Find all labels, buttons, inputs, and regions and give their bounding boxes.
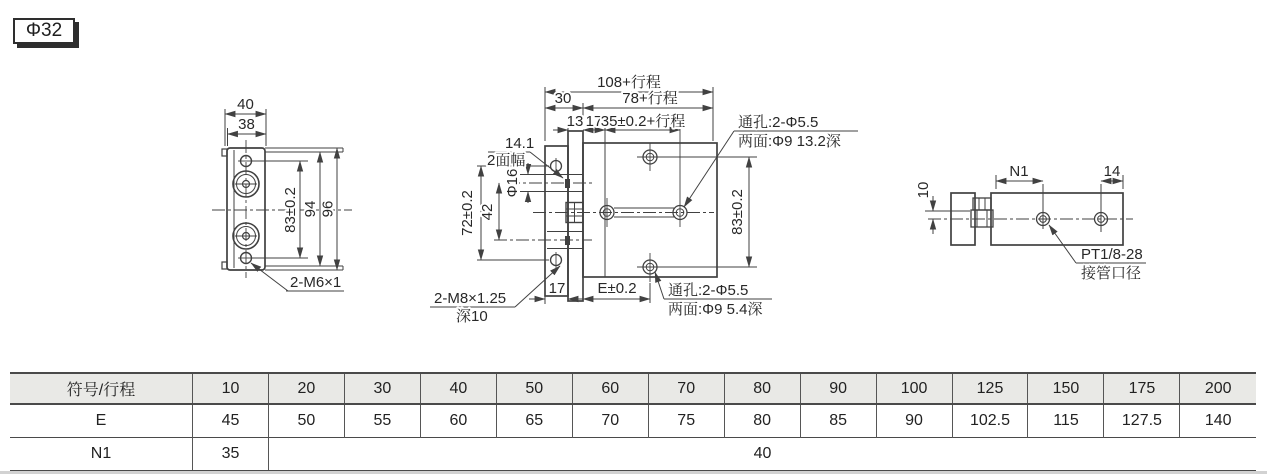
thread-callout-m8: 2-M8×1.25 bbox=[434, 290, 507, 307]
dim-83-body: 83±0.2 bbox=[729, 189, 746, 235]
table-header-cell: 50 bbox=[496, 373, 572, 404]
dim-83: 83±0.2 bbox=[282, 187, 299, 233]
table-cell: 60 bbox=[420, 404, 496, 438]
dim-108-stroke: 108+行程 bbox=[597, 74, 661, 91]
thread-callout-m6: 2-M6×1 bbox=[290, 274, 342, 291]
dim-40: 40 bbox=[237, 96, 254, 113]
table-header-cell: 符号/行程 bbox=[10, 373, 193, 404]
dim-n1: N1 bbox=[1009, 163, 1029, 180]
table-cell: 65 bbox=[496, 404, 572, 438]
stroke-dimension-table bbox=[10, 372, 1256, 472]
dim-38: 38 bbox=[238, 116, 255, 133]
table-cell: 75 bbox=[648, 404, 724, 438]
through-hole-bottom-line2: 两面:Φ9 5.4深 bbox=[668, 301, 763, 318]
table-cell: 50 bbox=[268, 404, 344, 438]
table-row-n1 bbox=[10, 438, 1256, 472]
through-hole-bottom-line1: 通孔:2-Φ5.5 bbox=[668, 282, 749, 299]
table-header-row bbox=[10, 373, 1256, 404]
table-cell: 55 bbox=[344, 404, 420, 438]
table-header-cell: 90 bbox=[800, 373, 876, 404]
table-header-cell: 200 bbox=[1180, 373, 1256, 404]
table-header-cell: 60 bbox=[572, 373, 648, 404]
table-header-cell: 10 bbox=[193, 373, 269, 404]
dim-13: 13 bbox=[566, 113, 584, 130]
table-cell-merged: 40 bbox=[268, 438, 1256, 472]
dim-30: 30 bbox=[554, 90, 572, 107]
table-row-e bbox=[10, 404, 1256, 438]
dim-14: 14 bbox=[1103, 163, 1121, 180]
table-cell: 115 bbox=[1028, 404, 1104, 438]
dim-14-1: 14.1 bbox=[505, 135, 535, 152]
left-view-dimension-texts bbox=[237, 96, 341, 291]
table-cell: 70 bbox=[572, 404, 648, 438]
table-header-cell: 40 bbox=[420, 373, 496, 404]
through-hole-top-line2: 两面:Φ9 13.2深 bbox=[738, 133, 841, 150]
table-header-cell: 175 bbox=[1104, 373, 1180, 404]
dim-phi16: Φ16 bbox=[504, 168, 521, 198]
table-cell: 90 bbox=[876, 404, 952, 438]
table-header-cell: 30 bbox=[344, 373, 420, 404]
table-header-cell: 20 bbox=[268, 373, 344, 404]
table-cell: 140 bbox=[1180, 404, 1256, 438]
middle-view-dimension-texts bbox=[434, 74, 841, 325]
dim-96: 96 bbox=[319, 200, 337, 218]
flat-width-label: 2面幅 bbox=[487, 152, 526, 169]
table-cell: 45 bbox=[193, 404, 269, 438]
table-cell: 35 bbox=[193, 438, 269, 472]
table-cell: 127.5 bbox=[1104, 404, 1180, 438]
dim-78-stroke: 78+行程 bbox=[622, 90, 678, 107]
table-header-cell: 150 bbox=[1028, 373, 1104, 404]
dim-72: 72±0.2 bbox=[459, 190, 476, 236]
thread-depth-label: 深10 bbox=[456, 308, 488, 325]
dim-35-stroke: 35±0.2+行程 bbox=[600, 113, 686, 130]
through-hole-top-line1: 通孔:2-Φ5.5 bbox=[738, 114, 819, 131]
table-header-cell: 125 bbox=[952, 373, 1028, 404]
dim-17-bottom: 17 bbox=[548, 280, 566, 297]
dim-94: 94 bbox=[302, 200, 319, 218]
dim-e: E±0.2 bbox=[597, 280, 637, 297]
table-cell: 85 bbox=[800, 404, 876, 438]
row-label-n1: N1 bbox=[10, 438, 193, 472]
dim-10: 10 bbox=[915, 181, 932, 199]
table-cell: 102.5 bbox=[952, 404, 1028, 438]
table-header-cell: 100 bbox=[876, 373, 952, 404]
row-label-e: E bbox=[95, 412, 107, 429]
table-header-cell: 80 bbox=[724, 373, 800, 404]
port-size-label: 接管口径 bbox=[1081, 265, 1142, 282]
table-cell: 80 bbox=[724, 404, 800, 438]
port-thread-callout: PT1/8-28 bbox=[1081, 246, 1143, 263]
dim-42: 42 bbox=[479, 203, 496, 221]
dim-17-top: 17 bbox=[585, 113, 603, 130]
bore-size-badge: Φ32 bbox=[13, 18, 75, 44]
table-header-cell: 70 bbox=[648, 373, 724, 404]
